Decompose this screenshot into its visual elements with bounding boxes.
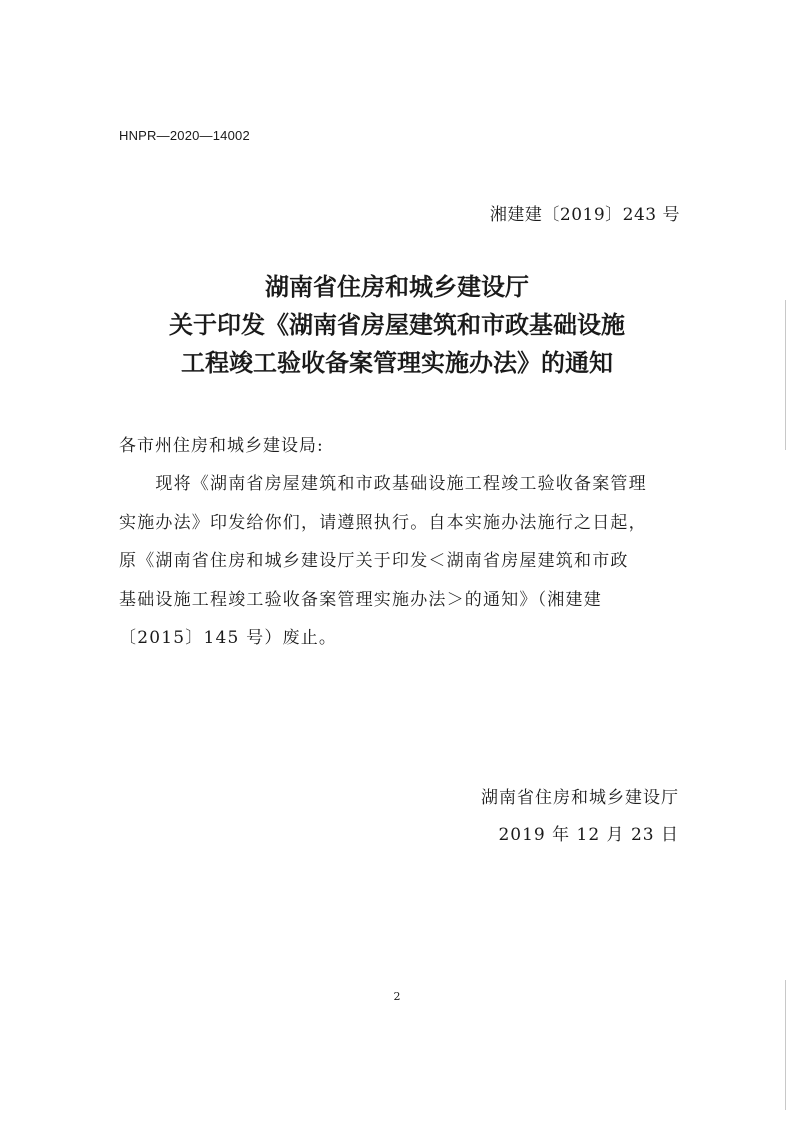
scan-edge-mark [785, 300, 786, 450]
document-code: HNPR—2020—14002 [119, 128, 250, 143]
title-line: 湖南省住房和城乡建设厅 [265, 273, 529, 301]
signing-date: 2019 年 12 月 23 日 [498, 825, 679, 845]
body-line: 〔2015〕145 号）废止。 [119, 628, 338, 648]
signer: 湖南省住房和城乡建设厅 [481, 788, 679, 808]
body-line: 现将《湖南省房屋建筑和市政基础设施工程竣工验收备案管理 [119, 474, 647, 494]
body-paragraph [119, 465, 689, 658]
title-line: 关于印发《湖南省房屋建筑和市政基础设施 [169, 311, 625, 339]
title-line: 工程竣工验收备案管理实施办法》的通知 [181, 349, 613, 377]
body-line: 原《湖南省住房和城乡建设厅关于印发＜湖南省房屋建筑和市政 [119, 551, 629, 571]
body-line: 基础设施工程竣工验收备案管理实施办法＞的通知》（湘建建 [119, 589, 602, 610]
scan-edge-mark [785, 980, 786, 1110]
page-number: 2 [393, 990, 401, 1003]
salutation: 各市州住房和城乡建设局: [119, 436, 324, 456]
file-number: 湘建建〔2019〕243 号 [489, 205, 680, 225]
document-title [110, 268, 684, 382]
body-line: 实施办法》印发给你们，请遵照执行。自本实施办法施行之日起， [119, 512, 647, 533]
